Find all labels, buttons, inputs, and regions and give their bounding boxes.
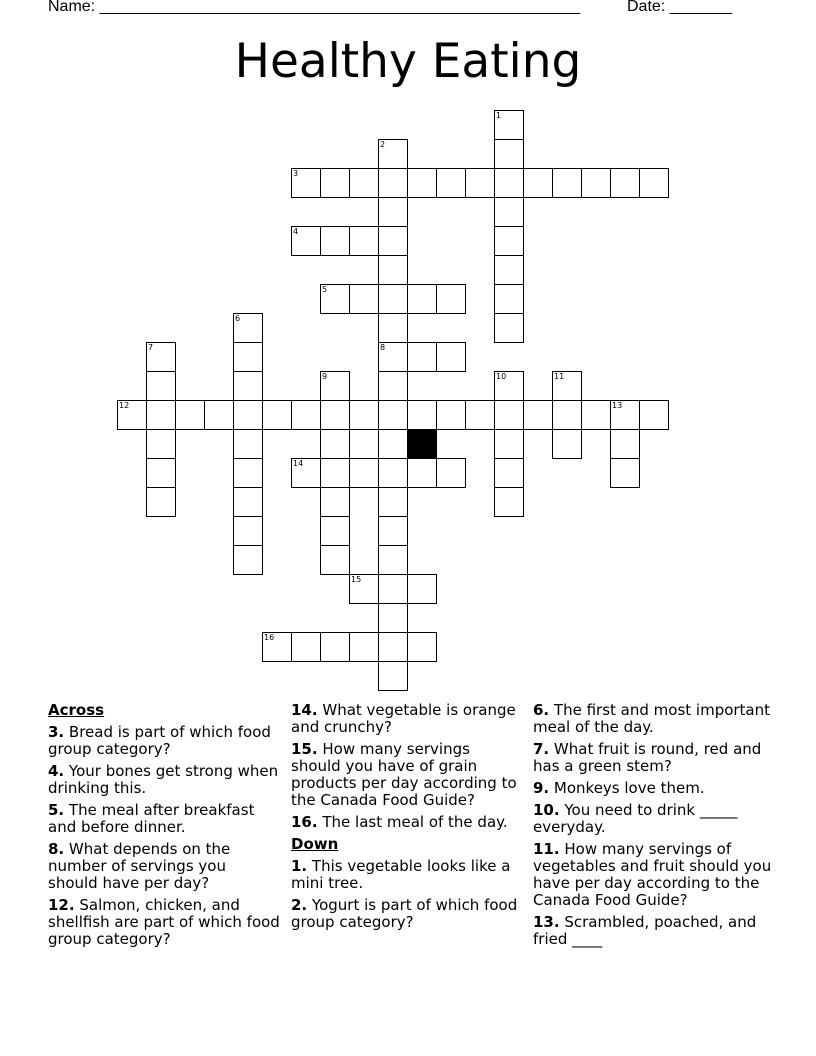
- crossword-cell[interactable]: [494, 371, 524, 401]
- crossword-cell[interactable]: [436, 168, 466, 198]
- crossword-cell[interactable]: [233, 487, 263, 517]
- clue-number: 14: [293, 459, 304, 468]
- crossword-cell[interactable]: [407, 574, 437, 604]
- crossword-cell[interactable]: [233, 371, 263, 401]
- crossword-cell[interactable]: [552, 400, 582, 430]
- clue-across-15: 15. How many servings should you have of grain products per day according to the Canada Food Guide?: [291, 740, 517, 809]
- crossword-cell[interactable]: [291, 400, 321, 430]
- crossword-cell[interactable]: [581, 400, 611, 430]
- crossword-cell[interactable]: [320, 632, 350, 662]
- clue-number: 3: [293, 169, 299, 178]
- crossword-cell[interactable]: [494, 429, 524, 459]
- crossword-cell[interactable]: [378, 226, 408, 256]
- crossword-cell[interactable]: [349, 400, 379, 430]
- crossword-cell[interactable]: [320, 168, 350, 198]
- crossword-cell[interactable]: [378, 516, 408, 546]
- crossword-cell[interactable]: [465, 400, 495, 430]
- clue-down-10: 10. You need to drink _____ everyday.: [533, 801, 738, 836]
- crossword-cell[interactable]: [320, 284, 350, 314]
- clue-down-13: 13. Scrambled, poached, and fried ____: [533, 913, 757, 948]
- crossword-cell[interactable]: [436, 342, 466, 372]
- down-heading: Down: [291, 835, 339, 853]
- page-title: Healthy Eating: [234, 34, 582, 89]
- clue-number: 10: [496, 372, 507, 381]
- clue-across-12: 12. Salmon, chicken, and shellfish are part of which food group category?: [48, 896, 280, 948]
- clue-down-2: 2. Yogurt is part of which food group category?: [291, 896, 518, 931]
- crossword-cell[interactable]: [494, 226, 524, 256]
- crossword-cell[interactable]: [378, 429, 408, 459]
- name-field[interactable]: Name: ______________________________________________________: [48, 0, 581, 15]
- crossword-cell[interactable]: [407, 400, 437, 430]
- crossword-cell[interactable]: [378, 342, 408, 372]
- crossword-cell[interactable]: [291, 458, 321, 488]
- crossword-cell[interactable]: [378, 168, 408, 198]
- crossword-cell[interactable]: [349, 458, 379, 488]
- clue-down-1: 1. This vegetable looks like a mini tree.: [291, 857, 511, 892]
- crossword-cell[interactable]: [146, 429, 176, 459]
- crossword-cell[interactable]: [291, 226, 321, 256]
- clue-number: 11: [554, 372, 565, 381]
- crossword-cell[interactable]: [378, 139, 408, 169]
- crossword-cell[interactable]: [378, 632, 408, 662]
- clue-down-7: 7. What fruit is round, red and has a green stem?: [533, 740, 762, 775]
- crossword-cell[interactable]: [494, 110, 524, 140]
- crossword-cell[interactable]: [320, 545, 350, 575]
- clue-number: 15: [351, 575, 362, 584]
- clue-across-5: 5. The meal after breakfast and before dinner.: [48, 801, 255, 836]
- crossword-cell[interactable]: [320, 516, 350, 546]
- crossword-cell[interactable]: [639, 168, 669, 198]
- crossword-cell[interactable]: [233, 516, 263, 546]
- crossword-cell[interactable]: [407, 458, 437, 488]
- crossword-cell[interactable]: [378, 458, 408, 488]
- crossword-cell[interactable]: [320, 458, 350, 488]
- clue-across-8: 8. What depends on the number of servings you should have per day?: [48, 840, 231, 892]
- crossword-cell[interactable]: [378, 487, 408, 517]
- crossword-cell[interactable]: [494, 255, 524, 285]
- crossword-cell[interactable]: [407, 168, 437, 198]
- black-square: [407, 429, 437, 459]
- crossword-cell[interactable]: [320, 429, 350, 459]
- crossword-cell[interactable]: [494, 284, 524, 314]
- crossword-cell[interactable]: [407, 284, 437, 314]
- clue-number: 1: [496, 111, 502, 120]
- crossword-cell[interactable]: [146, 458, 176, 488]
- clue-across-14: 14. What vegetable is orange and crunchy?: [291, 701, 516, 736]
- crossword-cell[interactable]: [494, 139, 524, 169]
- crossword-cell[interactable]: [378, 371, 408, 401]
- crossword-cell[interactable]: [494, 487, 524, 517]
- clue-number: 13: [612, 401, 623, 410]
- crossword-cell[interactable]: [320, 487, 350, 517]
- crossword-cell[interactable]: [610, 168, 640, 198]
- crossword-cell[interactable]: [146, 342, 176, 372]
- crossword-cell[interactable]: [552, 429, 582, 459]
- clue-across-4: 4. Your bones get strong when drinking this.: [48, 762, 279, 797]
- crossword-cell[interactable]: [349, 168, 379, 198]
- crossword-cell[interactable]: [436, 284, 466, 314]
- crossword-cell[interactable]: [233, 342, 263, 372]
- crossword-cell[interactable]: [610, 458, 640, 488]
- crossword-cell[interactable]: [407, 632, 437, 662]
- clue-number: 6: [235, 314, 241, 323]
- crossword-cell[interactable]: [378, 197, 408, 227]
- crossword-cell[interactable]: [378, 545, 408, 575]
- date-field[interactable]: Date: _______: [627, 0, 732, 15]
- crossword-cell[interactable]: [465, 168, 495, 198]
- clue-across-3: 3. Bread is part of which food group category?: [48, 723, 271, 758]
- crossword-cell[interactable]: [378, 313, 408, 343]
- crossword-cell[interactable]: [349, 574, 379, 604]
- crossword-cell[interactable]: [639, 400, 669, 430]
- crossword-cell[interactable]: [436, 458, 466, 488]
- crossword-cell[interactable]: [407, 342, 437, 372]
- crossword-cell[interactable]: [552, 168, 582, 198]
- clues-column-1: [48, 702, 280, 953]
- crossword-cell[interactable]: [378, 284, 408, 314]
- crossword-cell[interactable]: [349, 632, 379, 662]
- crossword-cell[interactable]: [349, 284, 379, 314]
- clue-number: 4: [293, 227, 299, 236]
- clue-number: 12: [119, 401, 130, 410]
- clue-across-16: 16. The last meal of the day.: [291, 813, 508, 831]
- crossword-cell[interactable]: [204, 400, 234, 430]
- crossword-cell[interactable]: [494, 168, 524, 198]
- crossword-cell[interactable]: [233, 458, 263, 488]
- clue-number: 2: [380, 140, 386, 149]
- crossword-cell[interactable]: [494, 458, 524, 488]
- clue-number: 9: [322, 372, 328, 381]
- clue-number: 16: [264, 633, 275, 642]
- crossword-cell[interactable]: [494, 197, 524, 227]
- crossword-cell[interactable]: [146, 487, 176, 517]
- crossword-cell[interactable]: [436, 400, 466, 430]
- crossword-cell[interactable]: [233, 400, 263, 430]
- clue-number: 8: [380, 343, 386, 352]
- crossword-cell[interactable]: [233, 313, 263, 343]
- crossword-cell[interactable]: [117, 400, 147, 430]
- crossword-cell[interactable]: [349, 226, 379, 256]
- crossword-cell[interactable]: [523, 168, 553, 198]
- crossword-cell[interactable]: [378, 574, 408, 604]
- crossword-cell[interactable]: [233, 545, 263, 575]
- crossword-cell[interactable]: [378, 661, 408, 691]
- crossword-cell[interactable]: [378, 603, 408, 633]
- clue-down-9: 9. Monkeys love them.: [533, 779, 705, 797]
- crossword-cell[interactable]: [146, 400, 176, 430]
- crossword-cell[interactable]: [320, 226, 350, 256]
- crossword-cell[interactable]: [610, 429, 640, 459]
- clue-down-11: 11. How many servings of vegetables and fruit should you have per day according to the Canada Food Guide?: [533, 840, 772, 909]
- crossword-cell[interactable]: [610, 400, 640, 430]
- crossword-cell[interactable]: [378, 400, 408, 430]
- crossword-cell[interactable]: [552, 371, 582, 401]
- crossword-cell[interactable]: [523, 400, 553, 430]
- clues-column-2: [291, 702, 523, 936]
- crossword-cell[interactable]: [291, 632, 321, 662]
- across-heading: Across: [48, 701, 105, 719]
- crossword-cell[interactable]: [378, 255, 408, 285]
- crossword-cell[interactable]: [175, 400, 205, 430]
- crossword-cell[interactable]: [233, 429, 263, 459]
- crossword-cell[interactable]: [581, 168, 611, 198]
- clue-down-6: 6. The first and most important meal of the day.: [533, 701, 771, 736]
- clues-column-3: [533, 702, 773, 953]
- crossword-cell[interactable]: [320, 400, 350, 430]
- clue-number: 7: [148, 343, 154, 352]
- crossword-cell[interactable]: [320, 371, 350, 401]
- crossword-cell[interactable]: [146, 371, 176, 401]
- crossword-cell[interactable]: [494, 313, 524, 343]
- crossword-cell[interactable]: [291, 168, 321, 198]
- crossword-cell[interactable]: [494, 400, 524, 430]
- crossword-cell[interactable]: [262, 632, 292, 662]
- crossword-cell[interactable]: [262, 400, 292, 430]
- clue-number: 5: [322, 285, 328, 294]
